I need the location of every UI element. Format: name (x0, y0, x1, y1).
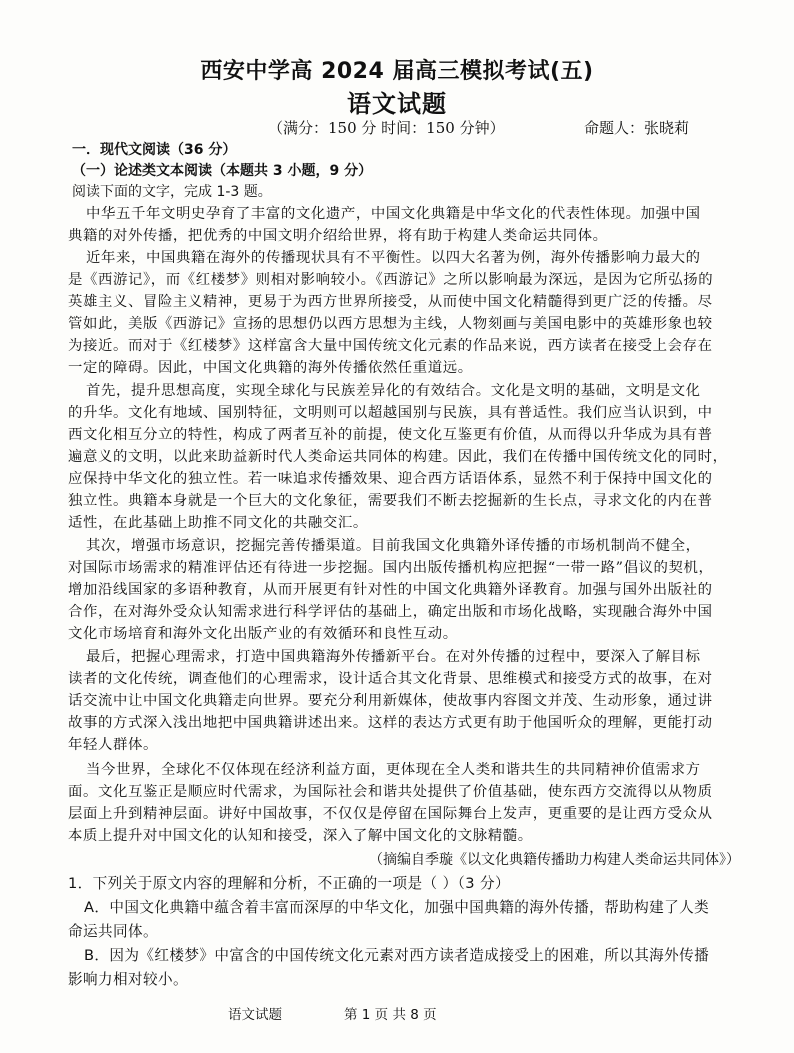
instruction-text: 阅读下面的文字，完成 1-3 题。 (72, 184, 272, 200)
exam-subtitle: 语文试题 (347, 90, 447, 118)
passage-line: 中华五千年文明史孕育了丰富的文化遗产，中国文化典籍是中华文化的代表性体现。加强中国 (86, 206, 701, 222)
score-time-info: （满分：150 分 时间：150 分钟） (268, 119, 505, 137)
passage-line: 层面上升到精神层面。讲好中国故事，不仅仅是停留在国际舞台上发声，更重要的是让西方受众从 (68, 806, 713, 822)
passage-line: 近年来，中国典籍在海外的传播现状具有不平衡性。以四大名著为例，海外传播影响力最大的 (86, 250, 701, 266)
passage-line: 对国际市场需求的精准评估还有待进一步挖掘。国内出版传播机构应把握“一带一路”倡议的契机， (68, 560, 714, 576)
passage-line: 应保持中华文化的独立性。若一味追求传播效果、迎合西方话语体系，显然不利于保持中国文化的 (68, 471, 713, 487)
passage-line: 西文化相互分立的特性，构成了两者互补的前提，使文化互鉴更有价值，从而得以升华成为具有普 (68, 427, 713, 443)
passage-line: 遍意义的文明，以此来助益新时代人类命运共同体的构建。因此，我们在传播中国传统文化的同时， (68, 449, 728, 465)
passage-line: 管如此，美版《西游记》宣扬的思想仍以西方思想为主线，人物刻画与美国电影中的英雄形象也较 (68, 316, 713, 332)
passage-line: 的升华。文化有地域、国别特征，文明则可以超越国别与民族，具有普适性。我们应当认识到，中 (68, 405, 713, 421)
passage-line: 增加沿线国家的多语种教育，从而开展更有针对性的中国文化典籍外译教育。加强与国外出版社的 (68, 582, 713, 598)
passage-line: 本质上提升对中国文化的认知和接受，深入了解中国文化的文脉精髓。 (68, 828, 533, 844)
question-1-option-a-cont: 命运共同体。 (68, 923, 158, 940)
passage-line: 最后，把握心理需求，打造中国典籍海外传播新平台。在对外传播的过程中，要深入了解目标 (86, 649, 701, 665)
passage-line: 文化市场培育和海外文化出版产业的有效循环和良性互动。 (68, 626, 458, 642)
passage-line: 合作，在对海外受众认知需求进行科学评估的基础上，确定出版和市场化战略，实现融合海外中国 (68, 604, 713, 620)
passage-line: 面。文化互鉴正是顺应时代需求，为国际社会和谐共处提供了价值基础，使东西方交流得以从物质 (68, 784, 713, 800)
exam-title: 西安中学高 2024 届高三模拟考试(五) (200, 59, 594, 84)
section-heading: 一．现代文阅读（36 分） (72, 142, 237, 158)
question-1-option-b: B．因为《红楼梦》中富含的中国传统文化元素对西方读者造成接受上的困难，所以其海外传播 (84, 947, 710, 964)
passage-line: 英雄主义、冒险主义精神，更易于为西方世界所接受，从而使中国文化精髓得到更广泛的传播。尽 (68, 294, 713, 310)
passage-line: 是《西游记》，而《红楼梦》则相对影响较小。《西游记》之所以影响最为深远，是因为它所弘扬的 (68, 272, 714, 288)
passage-line: 故事的方式深入浅出地把中国典籍讲述出来。这样的表达方式更有助于他国听众的理解，更能打动 (68, 715, 713, 731)
author-info: 命题人：张晓莉 (584, 119, 690, 137)
passage-line: 话交流中让中国文化典籍走向世界。要充分利用新媒体，使故事内容图文并茂、生动形象，通过讲 (68, 693, 713, 709)
question-1-option-a: A．中国文化典籍中蕴含着丰富而深厚的中华文化，加强中国典籍的海外传播，帮助构建了人类 (84, 899, 710, 916)
passage-line: 首先，提升思想高度，实现全球化与民族差异化的有效结合。文化是文明的基础，文明是文化 (86, 383, 701, 399)
footer-subject: 语文试题 (228, 1007, 282, 1023)
passage-line: 一定的障碍。因此，中国文化典籍的海外传播依然任重道远。 (68, 360, 473, 376)
footer-page-number: 第 1 页 共 8 页 (344, 1007, 437, 1023)
passage-line: 独立性。典籍本身就是一个巨大的文化象征，需要我们不断去挖掘新的生长点，寻求文化的内在普 (68, 493, 713, 509)
passage-line: 适性，在此基础上助推不同文化的共融交汇。 (68, 515, 368, 531)
question-1-option-b-cont: 影响力相对较小。 (68, 971, 188, 988)
passage-line: 典籍的对外传播，把优秀的中国文明介绍给世界，将有助于构建人类命运共同体。 (68, 228, 608, 244)
passage-line: 当今世界，全球化不仅体现在经济利益方面，更体现在全人类和谐共生的共同精神价值需求方 (86, 762, 701, 778)
passage-source: （摘编自季璇《以文化典籍传播助力构建人类命运共同体》） (369, 852, 740, 868)
passage-line: 为接近。而对于《红楼梦》这样富含大量中国传统文化元素的作品来说，西方读者在接受上会存在 (68, 338, 713, 354)
passage-line: 其次，增强市场意识，挖掘完善传播渠道。目前我国文化典籍外译传播的市场机制尚不健全， (86, 538, 701, 554)
part-heading: （一）论述类文本阅读（本题共 3 小题，9 分） (72, 163, 373, 179)
passage-line: 读者的文化传统，调查他们的心理需求，设计适合其文化背景、思维模式和接受方式的故事，在对 (68, 671, 713, 687)
passage-line: 年轻人群体。 (68, 737, 158, 753)
question-1-stem: 1．下列关于原文内容的理解和分析，不正确的一项是（ ）（3 分） (68, 875, 510, 892)
